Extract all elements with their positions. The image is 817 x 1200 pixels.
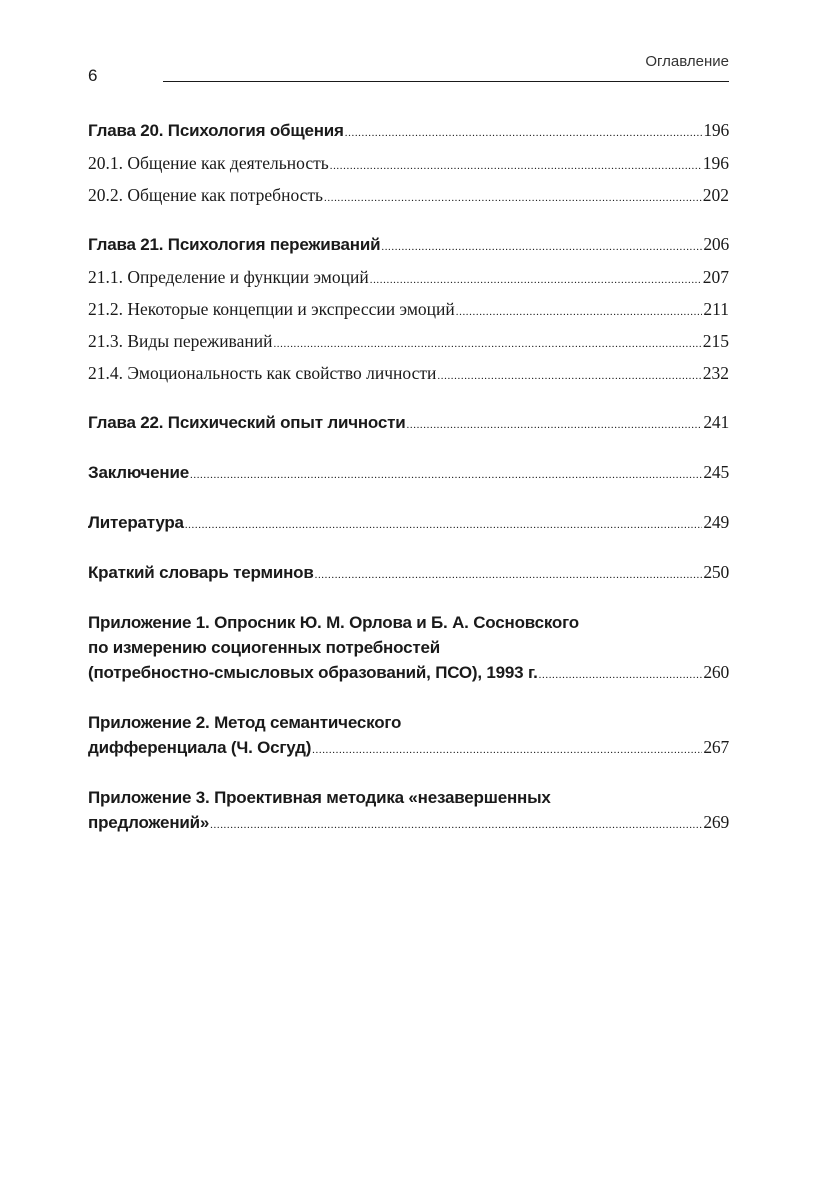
header-rule: [163, 81, 729, 82]
toc-entry-appendix-3: [88, 785, 729, 838]
toc-entry-glossary: [88, 560, 729, 588]
dot-leader: [330, 152, 702, 181]
toc-entry-title: дифференциала (Ч. Осгуд): [88, 738, 312, 757]
toc-entry-title: 20.1. Общение как деятельность: [88, 153, 329, 173]
toc-entry-page: 249: [703, 512, 729, 532]
toc-entry-title-line: Приложение 1. Опросник Ю. М. Орлова и Б. А. Сосновского: [88, 613, 579, 632]
toc-entry-page: 260: [703, 662, 729, 682]
toc-entry-section-21-3: [88, 327, 729, 359]
toc-entry-title-line: Приложение 3. Проективная методика «незавершенных: [88, 788, 551, 807]
dot-leader: [381, 235, 702, 260]
dot-leader: [210, 813, 702, 838]
toc-entry-page: 211: [703, 299, 729, 319]
dot-leader: [370, 266, 702, 295]
dot-leader: [324, 184, 702, 213]
toc-entry-title: Литература: [88, 513, 184, 532]
toc-entry-title: Краткий словарь терминов: [88, 563, 314, 582]
dot-leader: [190, 463, 702, 488]
toc-entry-section-20-1: [88, 149, 729, 181]
toc-entry-chapter-21: [88, 232, 729, 260]
toc-entry-title: 21.3. Виды переживаний: [88, 331, 273, 351]
toc-entry-title: 21.2. Некоторые концепции и экспрессии эмоций: [88, 299, 455, 319]
toc-entry-chapter-20: [88, 118, 729, 146]
toc-entry-title: (потребностно-смысловых образований, ПСО), 1993 г.: [88, 663, 538, 682]
dot-leader: [407, 413, 703, 438]
toc-entry-title-line: по измерению социогенных потребностей: [88, 638, 440, 657]
toc-entry-page: 267: [703, 737, 729, 757]
toc-entry-title: 20.2. Общение как потребность: [88, 185, 324, 205]
toc-entry-section-21-2: [88, 295, 729, 327]
toc-entry-page: 207: [702, 267, 729, 287]
dot-leader: [456, 298, 703, 327]
toc-entry-page: 196: [702, 153, 729, 173]
toc-entry-page: 269: [703, 812, 729, 832]
toc-entry-title: Заключение: [88, 463, 189, 482]
dot-leader: [273, 330, 701, 359]
toc-entry-page: 250: [703, 562, 729, 582]
toc-entry-chapter-22: [88, 410, 729, 438]
toc-entry-page: 202: [702, 185, 729, 205]
running-title: Оглавление: [645, 53, 729, 70]
toc-entry-title: Глава 20. Психология общения: [88, 121, 344, 140]
toc-entry-title: Глава 22. Психический опыт личности: [88, 413, 406, 432]
toc-entry-page: 206: [703, 234, 729, 254]
dot-leader: [185, 513, 703, 538]
toc-entry-section-20-2: [88, 181, 729, 213]
toc-entry-conclusion: [88, 460, 729, 488]
toc-entry-appendix-1: [88, 610, 729, 688]
toc-entry-page: 196: [703, 120, 729, 140]
page-number: 6: [88, 66, 98, 85]
dot-leader: [312, 738, 702, 763]
toc-entry-title-line: Приложение 2. Метод семантического: [88, 713, 402, 732]
toc-entry-page: 241: [703, 412, 729, 432]
toc-entry-page: 232: [702, 363, 729, 383]
toc-entry-literature: [88, 510, 729, 538]
dot-leader: [539, 663, 703, 688]
dot-leader: [437, 362, 701, 391]
toc-entry-page: 215: [702, 331, 729, 351]
toc-entry-title: Глава 21. Психология переживаний: [88, 235, 381, 254]
toc-entry-title: 21.4. Эмоциональность как свойство личности: [88, 363, 437, 383]
toc-entry-section-21-4: [88, 359, 729, 391]
dot-leader: [345, 121, 703, 146]
toc-entry-title: 21.1. Определение и функции эмоций: [88, 267, 369, 287]
table-of-contents: [88, 118, 729, 838]
toc-entry-section-21-1: [88, 263, 729, 295]
toc-entry-appendix-2: [88, 710, 729, 763]
toc-entry-title: предложений»: [88, 813, 210, 832]
dot-leader: [315, 563, 703, 588]
toc-entry-page: 245: [703, 462, 729, 482]
